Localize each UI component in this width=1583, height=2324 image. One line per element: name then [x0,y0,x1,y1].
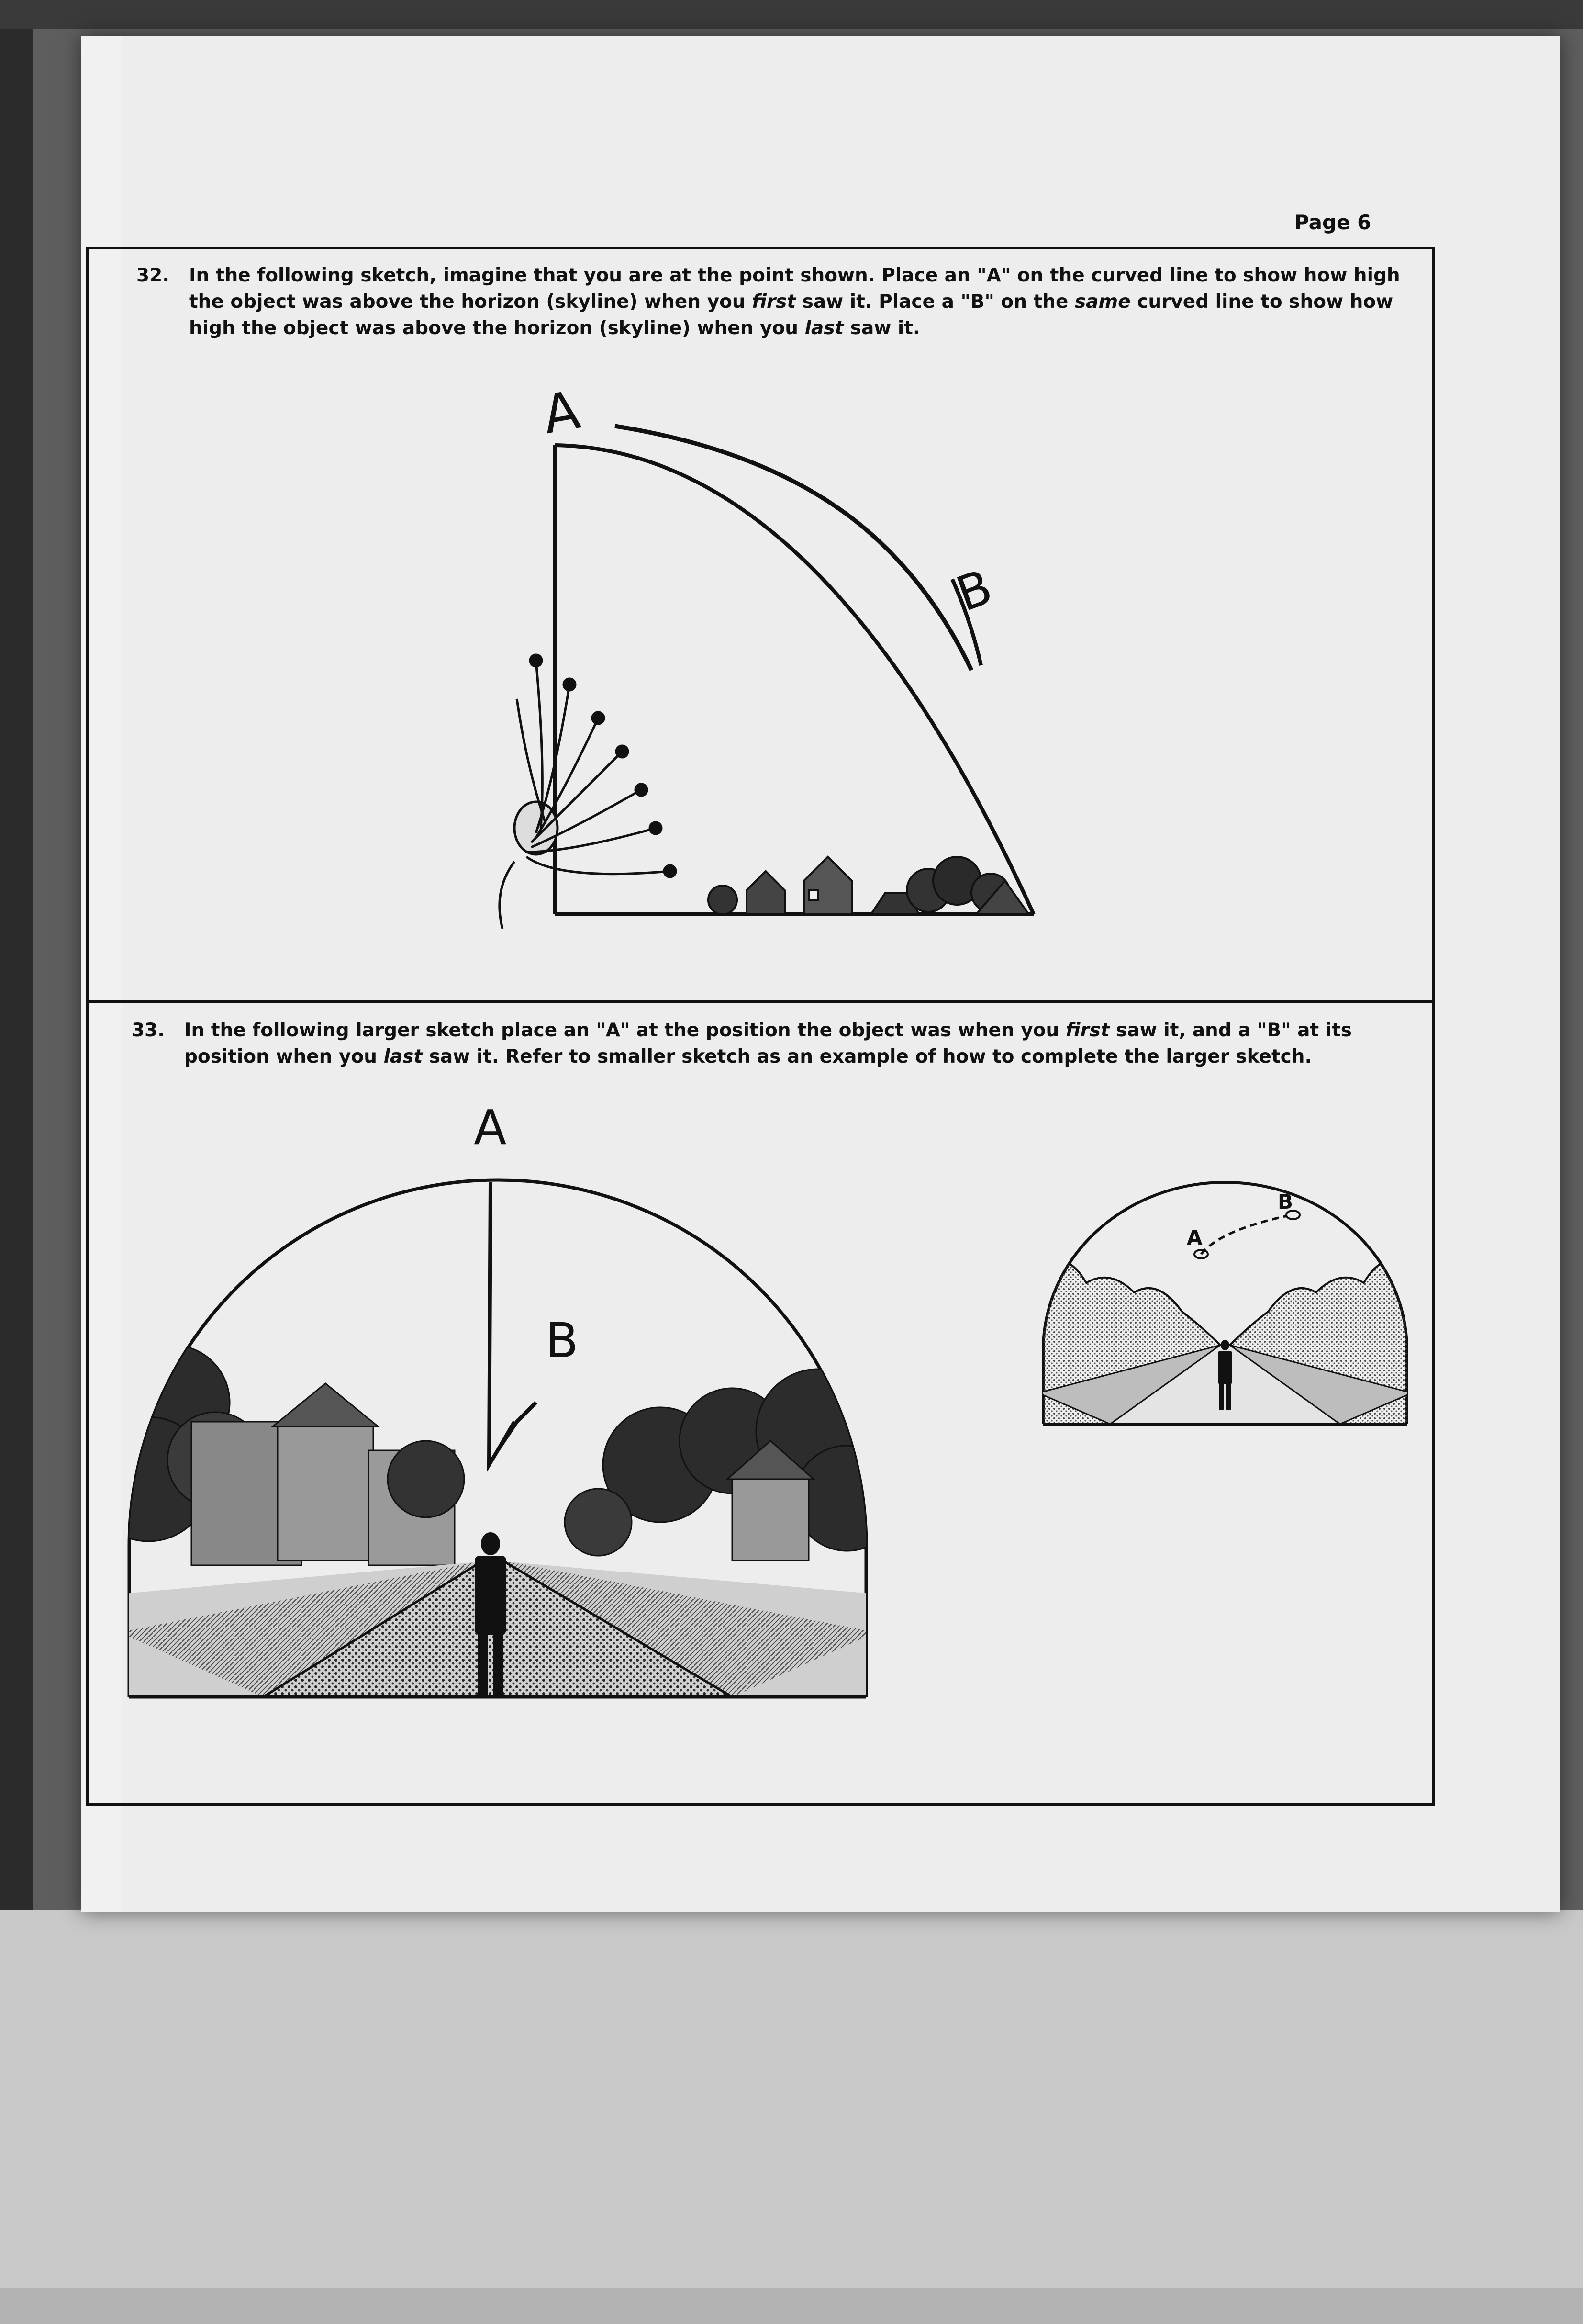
question-number: 32. [136,265,170,286]
question-divider [86,1000,1435,1003]
film-edge-bottom [0,1910,1583,2324]
mark-a: A [474,1100,507,1156]
q32-sky-quadrant-sketch [498,373,1091,957]
trees-left [86,1345,464,1565]
question-32 [136,262,1428,348]
pointing-person [500,655,676,929]
example-mark-b: B [1278,1190,1293,1213]
mark-b: B [546,1313,579,1369]
page-number: Page 6 [1294,211,1371,234]
example-mark-a: A [1187,1226,1203,1249]
skyline-houses [708,857,1029,914]
mark-b: B [949,558,1000,623]
question-text: In the following larger sketch place an "A" at the position the object was when you first saw it, and a "B" at its position when you last saw it. Refer to smaller sketch as an example of how to complete the larger sketch. [184,1020,1352,1067]
question-text: In the following sketch, imagine that you are at the point shown. Place an "A" on the curved line to show how high the object was above the horizon (skyline) when you first saw it. Place a "B" on the same curved line to show how high the object was above the horizon (skyline) when you last saw it. [189,265,1400,339]
object-path [1201,1216,1287,1254]
question-number: 33. [132,1020,165,1041]
film-edge-top [0,0,1583,29]
trees-right [565,1369,900,1561]
q33-example-sketch [1038,1182,1412,1431]
film-edge-bottom-strip [0,2288,1583,2324]
question-33 [132,1017,1433,1075]
mark-a: A [538,379,585,446]
q33-large-street-sketch [120,1100,885,1709]
